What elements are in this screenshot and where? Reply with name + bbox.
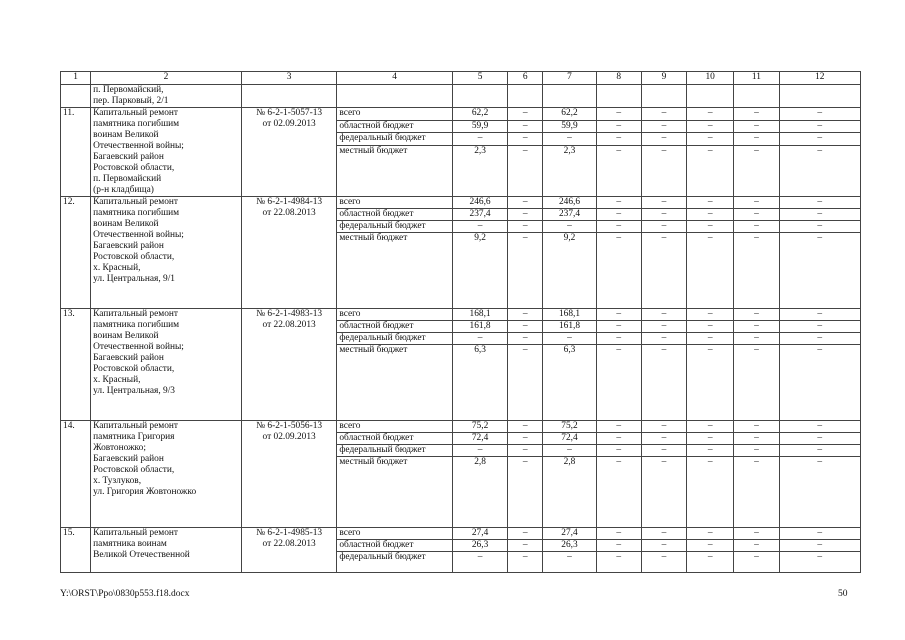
value-cell: – [687, 457, 734, 528]
value-cell: – [596, 120, 641, 133]
funding-source-cell: всего [337, 197, 453, 209]
header-cell: 10 [687, 72, 734, 85]
value-cell: – [452, 133, 507, 146]
value-cell: – [452, 221, 507, 233]
row-number-cell [61, 85, 91, 108]
value-cell: 161,8 [452, 321, 507, 333]
value-cell: 161,8 [543, 321, 596, 333]
value-cell: – [596, 145, 641, 196]
funding-source-cell: областной бюджет [337, 540, 453, 552]
value-cell: – [596, 309, 641, 321]
value-cell: – [687, 120, 734, 133]
row-number-cell: 15. [61, 528, 91, 573]
value-cell: 6,3 [543, 345, 596, 421]
value-cell: – [641, 552, 686, 573]
empty-cell [452, 85, 507, 108]
funding-source-cell: областной бюджет [337, 321, 453, 333]
empty-cell [508, 85, 543, 108]
value-cell: 75,2 [452, 421, 507, 433]
value-cell: – [641, 309, 686, 321]
value-cell: – [543, 552, 596, 573]
empty-cell [779, 85, 860, 108]
value-cell: – [508, 528, 543, 540]
header-cell: 11 [734, 72, 779, 85]
value-cell: – [508, 433, 543, 445]
value-cell: 246,6 [543, 197, 596, 209]
row-number-cell: 12. [61, 197, 91, 309]
value-cell: 26,3 [452, 540, 507, 552]
funding-source-cell: местный бюджет [337, 457, 453, 528]
value-cell: – [779, 345, 860, 421]
value-cell: – [687, 221, 734, 233]
row-number-cell: 13. [61, 309, 91, 421]
value-cell: 75,2 [543, 421, 596, 433]
funding-source-cell: всего [337, 108, 453, 121]
value-cell: 27,4 [543, 528, 596, 540]
value-cell: – [779, 221, 860, 233]
value-cell: – [734, 321, 779, 333]
value-cell: – [508, 445, 543, 457]
value-cell: – [543, 445, 596, 457]
value-cell: 59,9 [452, 120, 507, 133]
value-cell: – [508, 233, 543, 309]
value-cell: – [641, 345, 686, 421]
value-cell: 237,4 [543, 209, 596, 221]
header-cell: 9 [641, 72, 686, 85]
value-cell: 62,2 [543, 108, 596, 121]
value-cell: – [779, 552, 860, 573]
value-cell: – [596, 552, 641, 573]
funding-source-cell: всего [337, 309, 453, 321]
table-header [61, 72, 861, 85]
address-cell: п. Первомайский, пер. Парковый, 2/1 [91, 85, 242, 108]
value-cell: – [596, 457, 641, 528]
value-cell: – [687, 233, 734, 309]
empty-cell [596, 85, 641, 108]
funding-source-cell: всего [337, 528, 453, 540]
value-cell: – [687, 528, 734, 540]
row-number-cell: 14. [61, 421, 91, 528]
funding-source-cell: федеральный бюджет [337, 552, 453, 573]
file-path: Y:\ORST\Ppo\0830p553.f18.docx [60, 589, 190, 599]
value-cell: – [734, 445, 779, 457]
value-cell: – [508, 457, 543, 528]
value-cell: – [779, 333, 860, 345]
value-cell: 59,9 [543, 120, 596, 133]
value-cell: – [734, 197, 779, 209]
value-cell: – [641, 145, 686, 196]
header-cell: 3 [241, 72, 336, 85]
value-cell: 9,2 [543, 233, 596, 309]
value-cell: – [508, 309, 543, 321]
value-cell: – [508, 333, 543, 345]
value-cell: – [596, 221, 641, 233]
value-cell: – [641, 528, 686, 540]
value-cell: – [779, 197, 860, 209]
value-cell: – [596, 197, 641, 209]
value-cell: – [779, 445, 860, 457]
value-cell: – [508, 108, 543, 121]
header-cell: 12 [779, 72, 860, 85]
value-cell: 27,4 [452, 528, 507, 540]
value-cell: – [543, 221, 596, 233]
funding-source-cell: местный бюджет [337, 345, 453, 421]
value-cell: – [687, 108, 734, 121]
empty-cell [241, 85, 336, 108]
value-cell: – [687, 552, 734, 573]
value-cell: – [596, 133, 641, 146]
value-cell: – [641, 197, 686, 209]
header-cell: 7 [543, 72, 596, 85]
value-cell: – [508, 120, 543, 133]
funding-source-cell: местный бюджет [337, 145, 453, 196]
value-cell: 246,6 [452, 197, 507, 209]
empty-cell [734, 85, 779, 108]
document-cell: № 6-2-1-4985-13 от 22.08.2013 [241, 528, 336, 573]
value-cell: – [734, 309, 779, 321]
value-cell: – [641, 120, 686, 133]
value-cell: – [508, 540, 543, 552]
value-cell: – [641, 133, 686, 146]
value-cell: – [779, 108, 860, 121]
funding-source-cell: местный бюджет [337, 233, 453, 309]
value-cell: – [596, 209, 641, 221]
funding-source-cell: областной бюджет [337, 209, 453, 221]
value-cell: – [641, 321, 686, 333]
value-cell: – [779, 421, 860, 433]
empty-cell [543, 85, 596, 108]
value-cell: – [734, 233, 779, 309]
value-cell: – [596, 345, 641, 421]
value-cell: 6,3 [452, 345, 507, 421]
value-cell: – [508, 345, 543, 421]
document-cell: № 6-2-1-5056-13 от 02.09.2013 [241, 421, 336, 528]
value-cell: 2,3 [452, 145, 507, 196]
empty-cell [641, 85, 686, 108]
value-cell: – [687, 133, 734, 146]
value-cell: – [596, 108, 641, 121]
value-cell: – [734, 345, 779, 421]
value-cell: – [508, 197, 543, 209]
value-cell: 2,3 [543, 145, 596, 196]
value-cell: – [641, 445, 686, 457]
value-cell: – [641, 433, 686, 445]
header-cell: 1 [61, 72, 91, 85]
value-cell: – [508, 133, 543, 146]
object-name-cell: Капитальный ремонт памятника Григория Жовтоножко; Багаевский район Ростовской области, х. Тузлуков, ул. Григория Жовтоножко [91, 421, 242, 528]
value-cell: – [779, 209, 860, 221]
object-name-cell: Капитальный ремонт памятника погибшим воинам Великой Отечественной войны; Багаевский район Ростовской области, х. Красный, ул. Центральная, 9/1 [91, 197, 242, 309]
value-cell: – [687, 345, 734, 421]
value-cell: – [687, 209, 734, 221]
funding-source-cell: федеральный бюджет [337, 445, 453, 457]
value-cell: – [452, 445, 507, 457]
document-cell: № 6-2-1-4984-13 от 22.08.2013 [241, 197, 336, 309]
budget-table [60, 71, 861, 573]
value-cell: – [508, 321, 543, 333]
value-cell: 26,3 [543, 540, 596, 552]
value-cell: – [641, 333, 686, 345]
value-cell: – [734, 552, 779, 573]
value-cell: – [687, 197, 734, 209]
value-cell: – [641, 421, 686, 433]
value-cell: – [734, 433, 779, 445]
value-cell: – [734, 540, 779, 552]
value-cell: – [596, 433, 641, 445]
funding-source-cell: федеральный бюджет [337, 221, 453, 233]
value-cell: 168,1 [543, 309, 596, 321]
funding-source-cell: областной бюджет [337, 433, 453, 445]
value-cell: 72,4 [543, 433, 596, 445]
value-cell: – [508, 145, 543, 196]
value-cell: – [687, 309, 734, 321]
value-cell: – [687, 145, 734, 196]
empty-cell [337, 85, 453, 108]
page-number: 50 [838, 589, 848, 599]
value-cell: – [508, 552, 543, 573]
value-cell: – [641, 540, 686, 552]
value-cell: – [508, 221, 543, 233]
header-cell: 4 [337, 72, 453, 85]
value-cell: – [779, 133, 860, 146]
value-cell: 72,4 [452, 433, 507, 445]
value-cell: – [734, 421, 779, 433]
value-cell: 9,2 [452, 233, 507, 309]
value-cell: – [687, 433, 734, 445]
value-cell: – [734, 221, 779, 233]
value-cell: – [687, 333, 734, 345]
value-cell: – [596, 528, 641, 540]
table-row [61, 309, 861, 321]
value-cell: – [734, 209, 779, 221]
value-cell: – [734, 133, 779, 146]
value-cell: – [779, 309, 860, 321]
header-cell: 2 [91, 72, 242, 85]
value-cell: 168,1 [452, 309, 507, 321]
value-cell: – [779, 321, 860, 333]
value-cell: – [641, 209, 686, 221]
row-number-cell: 11. [61, 108, 91, 197]
value-cell: – [734, 333, 779, 345]
header-cell: 8 [596, 72, 641, 85]
object-name-cell: Капитальный ремонт памятника погибшим воинам Великой Отечественной войны; Багаевский район Ростовской области, х. Красный, ул. Центральная, 9/3 [91, 309, 242, 421]
table-row [61, 421, 861, 433]
value-cell: – [779, 433, 860, 445]
document-cell: № 6-2-1-4983-13 от 22.08.2013 [241, 309, 336, 421]
value-cell: 2,8 [452, 457, 507, 528]
value-cell: – [734, 457, 779, 528]
header-cell: 6 [508, 72, 543, 85]
table-row [61, 528, 861, 540]
value-cell: – [734, 120, 779, 133]
value-cell: – [779, 457, 860, 528]
value-cell: – [596, 321, 641, 333]
table-row [61, 108, 861, 121]
value-cell: – [596, 540, 641, 552]
value-cell: – [734, 528, 779, 540]
value-cell: – [641, 457, 686, 528]
continuation-row [61, 85, 861, 108]
value-cell: – [543, 333, 596, 345]
value-cell: 2,8 [543, 457, 596, 528]
value-cell: – [779, 145, 860, 196]
value-cell: – [452, 552, 507, 573]
value-cell: – [452, 333, 507, 345]
value-cell: – [779, 540, 860, 552]
value-cell: – [734, 108, 779, 121]
funding-source-cell: областной бюджет [337, 120, 453, 133]
value-cell: – [641, 221, 686, 233]
value-cell: – [779, 233, 860, 309]
value-cell: 237,4 [452, 209, 507, 221]
funding-source-cell: федеральный бюджет [337, 333, 453, 345]
value-cell: – [641, 233, 686, 309]
funding-source-cell: всего [337, 421, 453, 433]
value-cell: – [687, 540, 734, 552]
value-cell: – [596, 233, 641, 309]
object-name-cell: Капитальный ремонт памятника погибшим воинам Великой Отечественной войны; Багаевский район Ростовской области, п. Первомайский (р-н кладбища) [91, 108, 242, 197]
header-cell: 5 [452, 72, 507, 85]
value-cell: – [687, 445, 734, 457]
value-cell: – [596, 421, 641, 433]
value-cell: – [596, 445, 641, 457]
table-body [61, 85, 861, 573]
value-cell: – [779, 120, 860, 133]
empty-cell [687, 85, 734, 108]
value-cell: – [641, 108, 686, 121]
value-cell: – [508, 421, 543, 433]
document-cell: № 6-2-1-5057-13 от 02.09.2013 [241, 108, 336, 197]
table-row [61, 197, 861, 209]
value-cell: 62,2 [452, 108, 507, 121]
value-cell: – [543, 133, 596, 146]
value-cell: – [687, 321, 734, 333]
header-row [61, 72, 861, 85]
value-cell: – [687, 421, 734, 433]
value-cell: – [734, 145, 779, 196]
funding-source-cell: федеральный бюджет [337, 133, 453, 146]
value-cell: – [508, 209, 543, 221]
value-cell: – [596, 333, 641, 345]
value-cell: – [779, 528, 860, 540]
object-name-cell: Капитальный ремонт памятника воинам Великой Отечественной [91, 528, 242, 573]
